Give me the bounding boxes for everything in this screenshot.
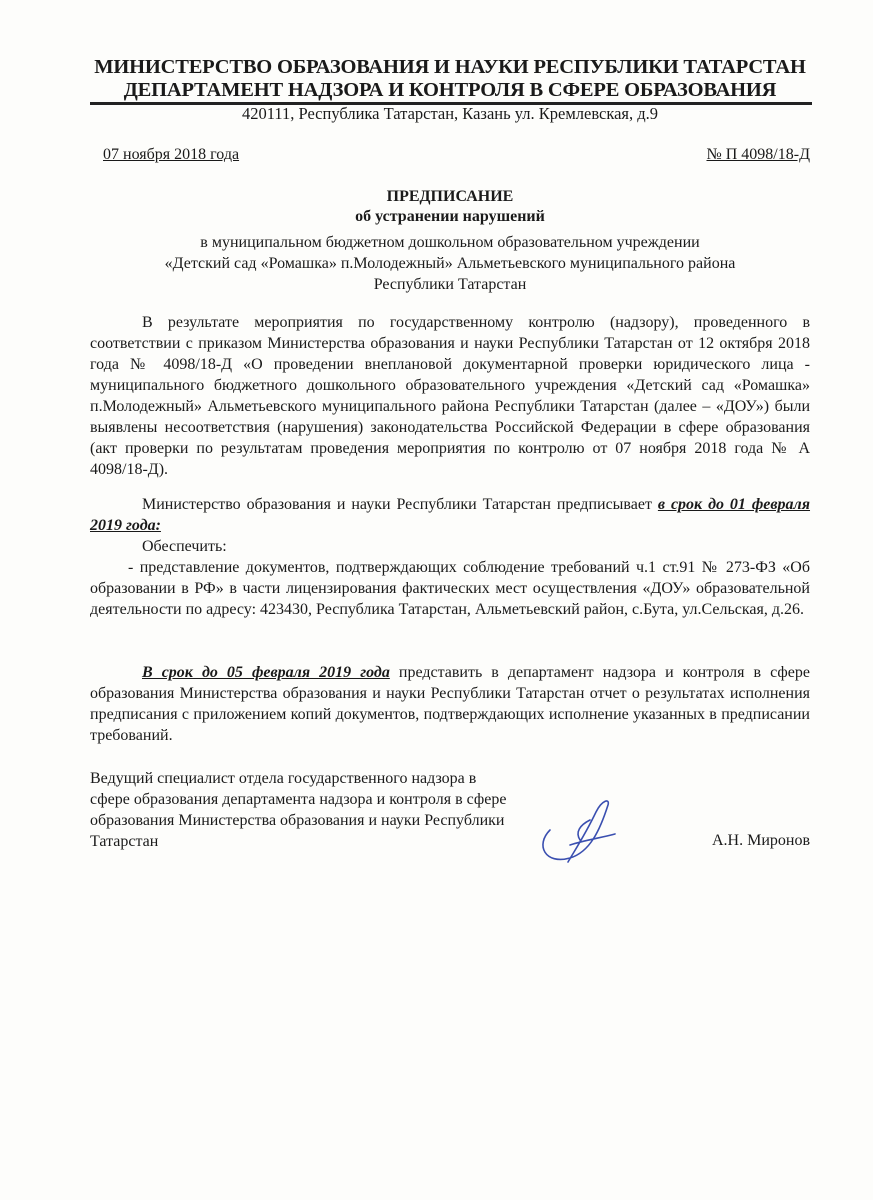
order-text: Министерство образования и науки Республики Татарстан предписывает — [142, 496, 658, 513]
header-address: 420111, Республика Татарстан, Казань ул. Кремлевская, д.9 — [241, 104, 659, 123]
paragraph-order — [90, 494, 810, 536]
document-title: ПРЕДПИСАНИЕ — [386, 188, 514, 205]
document-subtitle: об устранении нарушений — [355, 208, 545, 225]
handwritten-signature — [530, 790, 630, 870]
document-date: 07 ноября 2018 года — [103, 146, 240, 163]
order-deadline: в срок до 01 февраля 2019 года: — [90, 496, 811, 534]
ministry-name: МИНИСТЕРСТВО ОБРАЗОВАНИЯ И НАУКИ РЕСПУБЛИКИ ТАТАРСТАН — [94, 56, 806, 78]
addressee-line-2: «Детский сад «Ромашка» п.Молодежный» Альметьевского муниципального района — [164, 255, 736, 272]
paragraph-findings: В результате мероприятия по государственному контролю (надзору), проведенного в соответствии с приказом Министерства образования и науки Республики Татарстан от 12 октября 2018 года № 4098/18-Д «О проведении внеплановой документарной проверки юридического лица - муниципального бюджетного дошкольного образовательного учреждения «Детский сад «Ромашка» п.Молодежный» Альметьевского муниципального района Республики Татарстан (далее – «ДОУ») были выявлены несоответствия (нарушения) законодательства Российской Федерации в сфере образования (акт проверки по результатам проведения мероприятия по контролю от 07 ноября 2018 года № А 4098/18-Д). — [90, 314, 810, 478]
ensure-label: Обеспечить: — [142, 538, 227, 555]
signatory-position: Ведущий специалист отдела государственного надзора в сфере образования департамента надзора и контроля в сфере образования Министерства образования и науки Республики Татарстан — [90, 770, 507, 850]
signatory-name: А.Н. Миронов — [711, 832, 810, 849]
document-number: № П 4098/18-Д — [706, 146, 810, 163]
report-text: представить в департамент надзора и контроля в сфере образования Министерства образования и науки Республики Татарстан отчет о результатах исполнения предписания с приложением копий документов, подтверждающих исполнение указанных в предписании требований. — [90, 664, 811, 744]
department-name: ДЕПАРТАМЕНТ НАДЗОРА И КОНТРОЛЯ В СФЕРЕ ОБРАЗОВАНИЯ — [123, 79, 777, 101]
report-deadline: В срок до 05 февраля 2019 года — [142, 664, 390, 681]
addressee-line-3: Республики Татарстан — [373, 276, 527, 293]
requirement-item: - представление документов, подтверждающих соблюдение требований ч.1 ст.91 № 273-ФЗ «Об образовании в РФ» в части лицензирования фактических мест осуществления «ДОУ» образовательной деятельности по адресу: 423430, Республика Татарстан, Альметьевский район, с.Бута, ул.Сельская, д.26. — [90, 559, 810, 618]
addressee-line-1: в муниципальном бюджетном дошкольном образовательном учреждении — [200, 234, 700, 251]
paragraph-report — [90, 662, 810, 746]
